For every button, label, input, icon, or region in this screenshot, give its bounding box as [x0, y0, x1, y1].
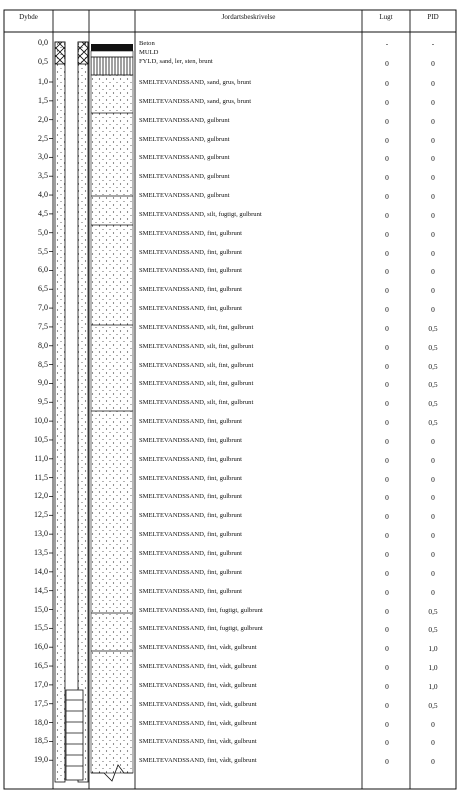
description-cell: SMELTEVANDSSAND, fint, vådt, gulbrunt — [139, 663, 257, 671]
description-cell: SMELTEVANDSSAND, silt, fugtigt, gulbrunt — [139, 210, 262, 218]
depth-label: 1,5 — [38, 95, 48, 105]
description-cell: SMELTEVANDSSAND, sand, grus, brunt — [139, 79, 252, 86]
description-cell: SMELTEVANDSSAND, silt, fint, gulbrunt — [139, 361, 254, 369]
depth-label: 17,5 — [34, 698, 48, 708]
description-cell: SMELTEVANDSSAND, fint, gulbrunt — [139, 286, 242, 294]
air-value: 0 — [385, 361, 389, 371]
air-value: 0 — [385, 380, 389, 390]
air-value: 0 — [385, 455, 389, 465]
description-header: Jordartsbeskrivelse — [221, 13, 276, 21]
pid-value: 0,5 — [428, 342, 438, 352]
air-value: 0 — [385, 757, 389, 767]
description-cell: Beton MULD — [139, 40, 159, 56]
air-value: 0 — [385, 568, 389, 578]
pid-value: 0 — [431, 116, 435, 126]
depth-label: 16,0 — [34, 642, 48, 652]
pid-value: 0 — [431, 455, 435, 465]
air-value: 0 — [385, 625, 389, 635]
description-cell: SMELTEVANDSSAND, fint, gulbrunt — [139, 436, 242, 444]
depth-label: 2,5 — [38, 133, 48, 143]
depth-label: 13,5 — [34, 548, 48, 557]
depth-label: 15,5 — [34, 623, 48, 633]
depth-label: 18,5 — [34, 736, 48, 746]
air-value: 0 — [385, 493, 389, 503]
air-value: 0 — [385, 323, 389, 333]
description-cell: SMELTEVANDSSAND, fint, gulbrunt — [139, 587, 242, 595]
pid-value: 0 — [431, 192, 435, 202]
depth-label: 6,5 — [38, 284, 48, 294]
pid-value: 0 — [431, 531, 435, 541]
depth-label: 8,0 — [38, 340, 48, 350]
description-cell: SMELTEVANDSSAND, gulbrunt — [139, 192, 230, 200]
pid-value: 0 — [431, 568, 435, 578]
depth-label: 16,5 — [34, 661, 48, 671]
pid-value: 0 — [431, 248, 435, 258]
pid-value: 1,0 — [428, 644, 438, 654]
pid-value: 0 — [431, 154, 435, 164]
air-value: 0 — [385, 663, 389, 673]
description-cell: SMELTEVANDSSAND, fint, gulbrunt — [139, 455, 242, 463]
depth-label: 3,0 — [38, 152, 48, 162]
air-value: 0 — [385, 154, 389, 164]
pid-value: 0,5 — [428, 418, 438, 428]
depth-label: 4,0 — [38, 190, 48, 200]
description-cell: SMELTEVANDSSAND, sand, grus, brunt — [139, 97, 252, 105]
description-cell: SMELTEVANDSSAND, silt, fint, gulbrunt — [139, 380, 254, 388]
description-cell: SMELTEVANDSSAND, fint, gulbrunt — [139, 568, 242, 576]
pid-value: 0 — [431, 436, 435, 446]
air-value: 0 — [385, 700, 389, 710]
pid-value: 0,5 — [428, 361, 438, 371]
depth-label: 14,5 — [34, 585, 48, 595]
depth-label: 9,0 — [38, 378, 48, 388]
air-value: 0 — [385, 286, 389, 296]
pid-value: 1,0 — [428, 681, 438, 691]
depth-label: 14,0 — [34, 566, 48, 576]
air-value: 0 — [385, 192, 389, 202]
air-value: 0 — [385, 59, 389, 68]
pid-value: 0 — [431, 738, 435, 748]
air-value: 0 — [385, 606, 389, 616]
description-cell: SMELTEVANDSSAND, fint, gulbrunt — [139, 267, 242, 275]
description-cell: SMELTEVANDSSAND, fint, vådt, gulbrunt — [139, 719, 257, 727]
air-value: 0 — [385, 210, 389, 220]
air-value: 0 — [385, 681, 389, 691]
description-cell: SMELTEVANDSSAND, gulbrunt — [139, 116, 230, 124]
description-cell: SMELTEVANDSSAND, fint, vådt, gulbrunt — [139, 681, 257, 689]
air-value: 0 — [385, 79, 389, 88]
depth-label: 0,5 — [38, 57, 48, 66]
pid-value: 0 — [431, 493, 435, 503]
air-value: 0 — [385, 474, 389, 484]
description-cell: SMELTEVANDSSAND, fint, gulbrunt — [139, 493, 242, 501]
pid-value: 0 — [431, 286, 435, 296]
depth-label: 9,5 — [38, 397, 48, 407]
air-value: 0 — [385, 399, 389, 409]
description-cell: SMELTEVANDSSAND, fint, vådt, gulbrunt — [139, 738, 257, 746]
description-cell: SMELTEVANDSSAND, fint, fugtigt, gulbrunt — [139, 625, 263, 633]
description-cell: FYLD, sand, ler, sten, brunt — [139, 58, 213, 65]
description-cell: SMELTEVANDSSAND, gulbrunt — [139, 154, 230, 162]
air-value: 0 — [385, 418, 389, 428]
air-value: 0 — [385, 97, 389, 107]
description-cell: SMELTEVANDSSAND, fint, gulbrunt — [139, 248, 242, 256]
pid-value: 0 — [431, 267, 435, 277]
pid-value: 0 — [431, 719, 435, 729]
pid-value: 0 — [431, 474, 435, 484]
depth-label: 10,0 — [34, 416, 48, 426]
depth-label: 0,0 — [38, 38, 48, 47]
depth-label: 19,0 — [34, 755, 48, 765]
air-value: 0 — [385, 173, 389, 183]
pid-value: 0 — [431, 512, 435, 522]
air-value: 0 — [385, 229, 389, 239]
description-cell: SMELTEVANDSSAND, fint, gulbrunt — [139, 418, 242, 426]
air-value: - — [385, 39, 389, 48]
air-value: 0 — [385, 342, 389, 352]
depth-label: 4,5 — [38, 208, 48, 218]
pid-header: PID — [427, 13, 439, 21]
depth-label: 2,0 — [38, 114, 48, 124]
pid-value: 0,5 — [428, 625, 438, 635]
air-value: 0 — [385, 248, 389, 258]
pid-value: - — [431, 39, 435, 48]
pid-value: 0,5 — [428, 399, 438, 409]
air-value: 0 — [385, 644, 389, 654]
description-cell: SMELTEVANDSSAND, fint, fugtigt, gulbrunt — [139, 606, 263, 614]
depth-label: 3,5 — [38, 171, 48, 181]
depth-label: 5,5 — [38, 246, 48, 256]
pid-value: 1,0 — [428, 663, 438, 673]
air-value: 0 — [385, 512, 389, 522]
depth-label: 7,0 — [38, 303, 48, 313]
air-value: 0 — [385, 267, 389, 277]
pid-value: 0 — [431, 79, 435, 88]
depth-label: 15,0 — [34, 604, 48, 614]
depth-label: 17,0 — [34, 679, 48, 689]
pid-value: 0 — [431, 229, 435, 239]
air-value: 0 — [385, 305, 389, 315]
depth-label: 5,0 — [38, 227, 48, 237]
pid-value: 0 — [431, 135, 435, 145]
description-cell: SMELTEVANDSSAND, gulbrunt — [139, 135, 230, 143]
depth-label: 11,0 — [34, 453, 48, 463]
pid-value: 0 — [431, 97, 435, 107]
description-cell: SMELTEVANDSSAND, fint, vådt, gulbrunt — [139, 700, 257, 708]
depth-label: 6,0 — [38, 265, 48, 275]
pid-value: 0 — [431, 550, 435, 559]
description-cell: SMELTEVANDSSAND, fint, gulbrunt — [139, 474, 242, 482]
pid-value: 0,5 — [428, 323, 438, 333]
description-cell: SMELTEVANDSSAND, silt, fint, gulbrunt — [139, 342, 254, 350]
air-value: 0 — [385, 436, 389, 446]
depth-header: Dybde — [19, 13, 38, 21]
description-cell: SMELTEVANDSSAND, fint, gulbrunt — [139, 512, 242, 520]
description-cell: SMELTEVANDSSAND, fint, gulbrunt — [139, 305, 242, 313]
pid-value: 0 — [431, 305, 435, 315]
air-value: 0 — [385, 135, 389, 145]
air-value: 0 — [385, 587, 389, 597]
depth-label: 10,5 — [34, 434, 48, 444]
depth-label: 11,5 — [34, 472, 48, 482]
description-cell: SMELTEVANDSSAND, silt, fint, gulbrunt — [139, 323, 254, 331]
description-cell: SMELTEVANDSSAND, silt, fint, gulbrunt — [139, 399, 254, 407]
air-value: 0 — [385, 116, 389, 126]
depth-label: 13,0 — [34, 529, 48, 539]
description-cell: SMELTEVANDSSAND, gulbrunt — [139, 173, 230, 181]
air-value: 0 — [385, 738, 389, 748]
air-value: 0 — [385, 719, 389, 729]
pid-value: 0,5 — [428, 700, 438, 710]
description-cell: SMELTEVANDSSAND, fint, gulbrunt — [139, 550, 242, 557]
depth-label: 12,0 — [34, 491, 48, 501]
pid-value: 0,5 — [428, 606, 438, 616]
description-cell: SMELTEVANDSSAND, fint, vådt, gulbrunt — [139, 644, 257, 652]
pid-value: 0 — [431, 757, 435, 767]
air-value: 0 — [385, 550, 389, 559]
air-header: Lugt — [379, 13, 393, 21]
pid-value: 0 — [431, 59, 435, 68]
pid-value: 0 — [431, 210, 435, 220]
pid-value: 0,5 — [428, 380, 438, 390]
pid-value: 0 — [431, 173, 435, 183]
pid-value: 0 — [431, 587, 435, 597]
depth-label: 8,5 — [38, 359, 48, 369]
description-cell: SMELTEVANDSSAND, fint, gulbrunt — [139, 531, 242, 539]
air-value: 0 — [385, 531, 389, 541]
depth-label: 18,0 — [34, 717, 48, 727]
depth-label: 7,5 — [38, 321, 48, 331]
depth-label: 12,5 — [34, 510, 48, 520]
depth-label: 1,0 — [38, 77, 48, 86]
description-cell: SMELTEVANDSSAND, fint, vådt, gulbrunt — [139, 757, 257, 765]
description-cell: SMELTEVANDSSAND, fint, gulbrunt — [139, 229, 242, 237]
